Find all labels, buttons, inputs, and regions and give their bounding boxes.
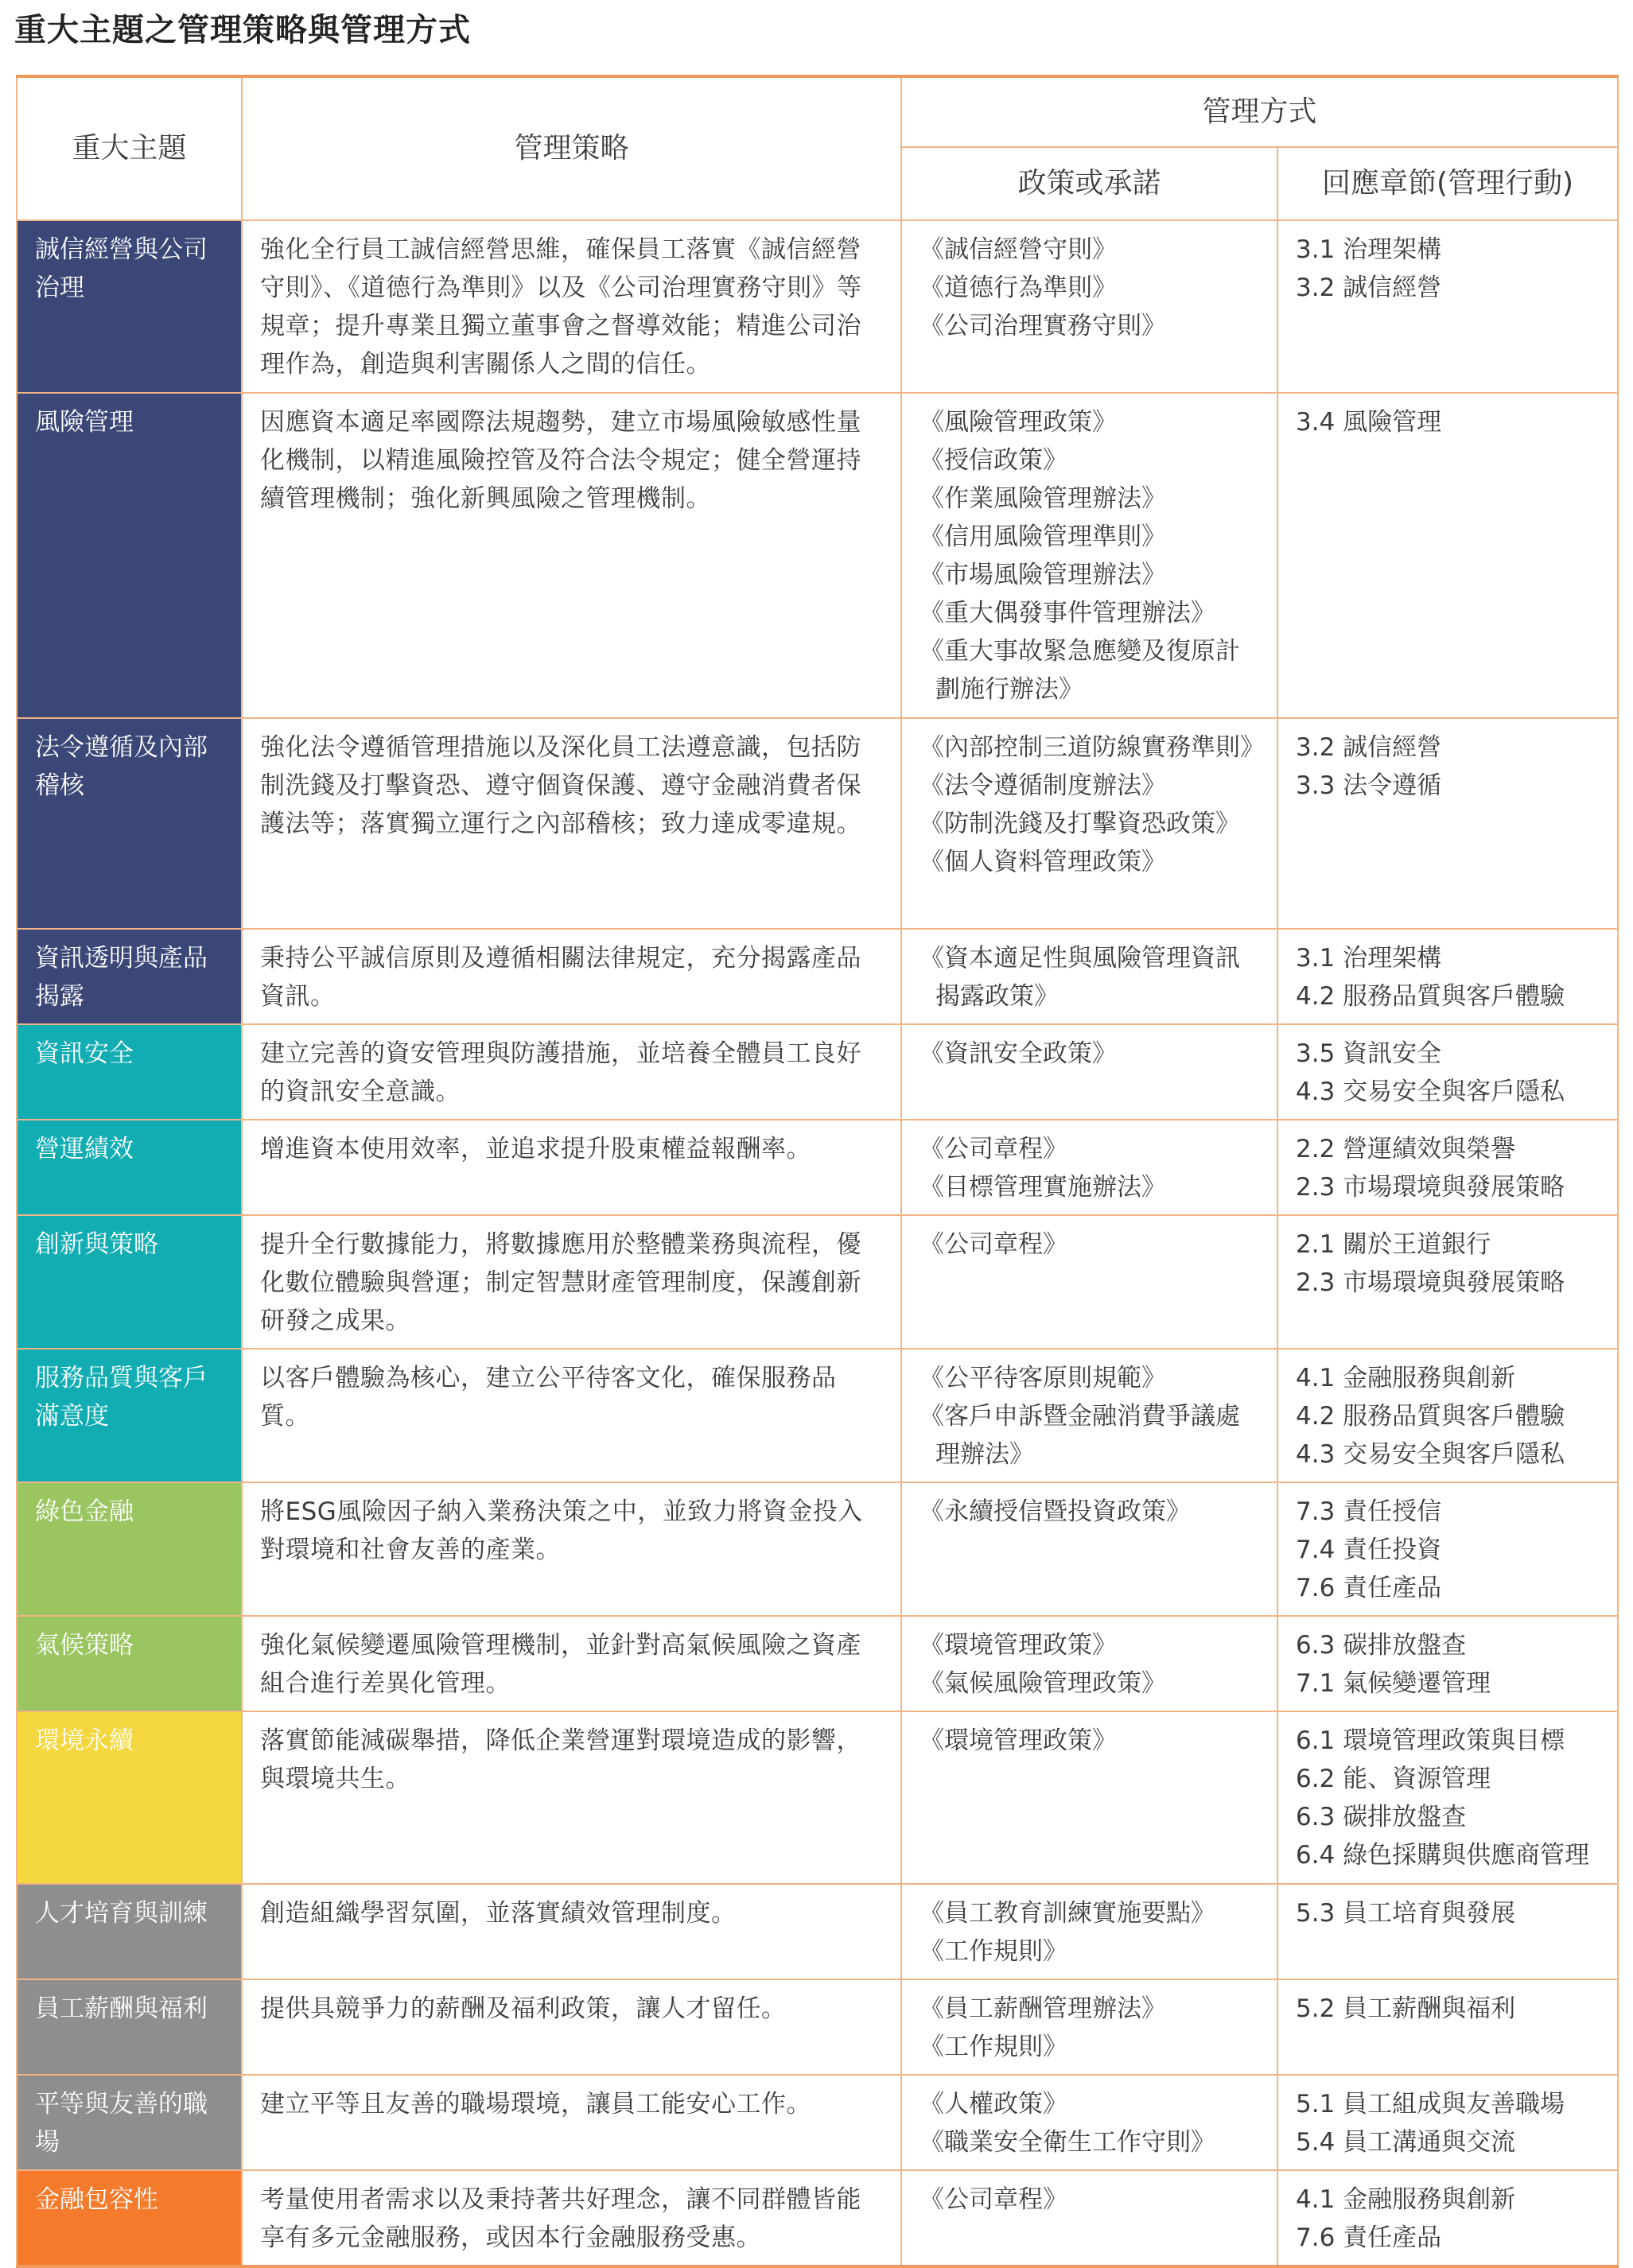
chapter-item: 7.6 責任產品 — [1296, 2223, 1442, 2252]
chapter-item: 7.4 責任投資 — [1296, 1536, 1442, 1564]
policy-cell — [901, 2075, 1277, 2170]
policy-item: 《誠信經營守則》 — [920, 235, 1117, 264]
topic-cell: 氣候策略 — [17, 1616, 242, 1711]
table-row — [17, 1120, 1618, 1215]
policy-item: 《信用風險管理準則》 — [920, 522, 1166, 551]
chapter-item: 4.1 金融服務與創新 — [1296, 1364, 1516, 1392]
chapter-item: 4.2 服務品質與客戶體驗 — [1296, 982, 1565, 1011]
chapter-item: 7.6 責任產品 — [1296, 1574, 1442, 1602]
strategy-cell: 提供具競爭力的薪酬及福利政策，讓人才留任。 — [242, 1979, 901, 2075]
chapter-cell — [1277, 1349, 1618, 1482]
strategy-cell: 創造組織學習氛圍，並落實績效管理制度。 — [242, 1884, 901, 1979]
policy-item: 《資本適足性與風險管理資訊揭露政策》 — [920, 944, 1240, 1011]
chapter-item: 2.1 關於王道銀行 — [1296, 1230, 1491, 1259]
table-row — [17, 1979, 1618, 2075]
strategy-cell: 建立完善的資安管理與防護措施，並培養全體員工良好的資訊安全意識。 — [242, 1024, 901, 1120]
policy-item: 《公司治理實務守則》 — [920, 312, 1166, 340]
topic-cell: 綠色金融 — [17, 1482, 242, 1616]
policy-item: 《公平待客原則規範》 — [920, 1364, 1166, 1392]
chapter-cell — [1277, 718, 1618, 929]
policy-item: 《員工教育訓練實施要點》 — [920, 1899, 1215, 1928]
policy-cell — [901, 1616, 1277, 1711]
strategy-cell: 強化全行員工誠信經營思維，確保員工落實《誠信經營守則》、《道德行為準則》以及《公司治理實務守則》等規章；提升專業且獨立董事會之督導效能；精進公司治理作為，創造與利害關係人之間的信任。 — [242, 220, 901, 393]
policy-cell — [901, 1884, 1277, 1979]
policy-cell — [901, 1215, 1277, 1349]
header-topic: 重大主題 — [17, 76, 242, 220]
policy-item: 《工作規則》 — [920, 1937, 1067, 1966]
table-row — [17, 1349, 1618, 1482]
header-policy: 政策或承諾 — [901, 147, 1277, 220]
policy-cell — [901, 1711, 1277, 1884]
chapter-item: 6.3 碳排放盤查 — [1296, 1803, 1467, 1831]
chapter-cell — [1277, 1120, 1618, 1215]
topic-cell: 資訊安全 — [17, 1024, 242, 1120]
chapter-cell — [1277, 929, 1618, 1024]
chapter-item: 3.2 誠信經營 — [1296, 733, 1442, 762]
page-title: 重大主題之管理策略與管理方式 — [14, 12, 471, 49]
table-row — [17, 220, 1618, 393]
chapter-cell — [1277, 1482, 1618, 1616]
policy-cell — [901, 929, 1277, 1024]
topic-cell: 法令遵循及內部稽核 — [17, 718, 242, 929]
chapter-item: 5.4 員工溝通與交流 — [1296, 2128, 1516, 2157]
policy-item: 《重大事故緊急應變及復原計劃施行辦法》 — [920, 637, 1240, 704]
topic-cell: 金融包容性 — [17, 2170, 242, 2266]
policy-item: 《公司章程》 — [920, 2185, 1067, 2214]
chapter-item: 4.3 交易安全與客戶隱私 — [1296, 1078, 1565, 1106]
chapter-item: 3.3 法令遵循 — [1296, 771, 1442, 800]
chapter-cell — [1277, 1979, 1618, 2075]
chapter-item: 7.3 責任授信 — [1296, 1497, 1442, 1526]
policy-cell — [901, 718, 1277, 929]
table-row — [17, 2075, 1618, 2170]
strategy-cell: 強化法令遵循管理措施以及深化員工法遵意識，包括防制洗錢及打擊資恐、遵守個資保護、遵守金融消費者保護法等；落實獨立運行之內部稽核；致力達成零違規。 — [242, 718, 901, 929]
table-row — [17, 1616, 1618, 1711]
policy-cell — [901, 2170, 1277, 2266]
policy-cell — [901, 1120, 1277, 1215]
policy-item: 《氣候風險管理政策》 — [920, 1669, 1166, 1698]
policy-cell — [901, 1979, 1277, 2075]
table-row — [17, 1024, 1618, 1120]
chapter-cell — [1277, 220, 1618, 393]
strategy-cell: 將ESG風險因子納入業務決策之中，並致力將資金投入對環境和社會友善的產業。 — [242, 1482, 901, 1616]
policy-item: 《市場風險管理辦法》 — [920, 561, 1166, 589]
chapter-item: 3.2 誠信經營 — [1296, 274, 1442, 302]
chapter-item: 4.3 交易安全與客戶隱私 — [1296, 1440, 1565, 1469]
strategy-cell: 強化氣候變遷風險管理機制，並針對高氣候風險之資產組合進行差異化管理。 — [242, 1616, 901, 1711]
chapter-item: 6.4 綠色採購與供應商管理 — [1296, 1841, 1590, 1870]
policy-item: 《人權政策》 — [920, 2090, 1067, 2118]
policy-item: 《法令遵循制度辦法》 — [920, 771, 1166, 800]
topic-cell: 人才培育與訓練 — [17, 1884, 242, 1979]
chapter-item: 5.2 員工薪酬與福利 — [1296, 1994, 1516, 2023]
table-row — [17, 2170, 1618, 2266]
chapter-item: 2.2 營運績效與榮譽 — [1296, 1135, 1516, 1163]
chapter-item: 5.3 員工培育與發展 — [1296, 1899, 1516, 1928]
topic-cell: 平等與友善的職場 — [17, 2075, 242, 2170]
chapter-cell — [1277, 2075, 1618, 2170]
table-row — [17, 718, 1618, 929]
strategy-cell: 秉持公平誠信原則及遵循相關法律規定，充分揭露產品資訊。 — [242, 929, 901, 1024]
policy-item: 《防制洗錢及打擊資恐政策》 — [920, 810, 1240, 838]
strategy-cell: 落實節能減碳舉措，降低企業營運對環境造成的影響，與環境共生。 — [242, 1711, 901, 1884]
table-row — [17, 1884, 1618, 1979]
policy-item: 《職業安全衛生工作守則》 — [920, 2128, 1215, 2157]
policy-cell — [901, 220, 1277, 393]
chapter-item: 2.3 市場環境與發展策略 — [1296, 1173, 1565, 1202]
policy-cell — [901, 393, 1277, 718]
policy-item: 《重大偶發事件管理辦法》 — [920, 599, 1215, 627]
chapter-item: 6.2 能、資源管理 — [1296, 1765, 1491, 1793]
table-row — [17, 929, 1618, 1024]
policy-item: 《客戶申訴暨金融消費爭議處理辦法》 — [920, 1402, 1240, 1469]
strategy-cell: 以客戶體驗為核心，建立公平待客文化，確保服務品質。 — [242, 1349, 901, 1482]
policy-item: 《風險管理政策》 — [920, 408, 1117, 437]
chapter-cell — [1277, 1215, 1618, 1349]
table-row — [17, 1711, 1618, 1884]
policy-item: 《環境管理政策》 — [920, 1726, 1117, 1755]
policy-item: 《永續授信暨投資政策》 — [920, 1497, 1191, 1526]
topic-cell: 創新與策略 — [17, 1215, 242, 1349]
chapter-cell — [1277, 393, 1618, 718]
header-chapter: 回應章節(管理行動) — [1277, 147, 1618, 220]
management-table — [16, 75, 1619, 2268]
policy-item: 《公司章程》 — [920, 1230, 1067, 1259]
policy-item: 《作業風險管理辦法》 — [920, 484, 1166, 513]
table-row — [17, 1482, 1618, 1616]
strategy-cell: 提升全行數據能力，將數據應用於整體業務與流程，優化數位體驗與營運；制定智慧財產管理制度，保護創新研發之成果。 — [242, 1215, 901, 1349]
chapter-item: 3.5 資訊安全 — [1296, 1039, 1442, 1068]
policy-item: 《道德行為準則》 — [920, 274, 1117, 302]
header-strategy: 管理策略 — [242, 76, 901, 220]
topic-cell: 環境永續 — [17, 1711, 242, 1884]
policy-item: 《個人資料管理政策》 — [920, 848, 1166, 876]
policy-item: 《環境管理政策》 — [920, 1631, 1117, 1660]
policy-item: 《員工薪酬管理辦法》 — [920, 1994, 1166, 2023]
topic-cell: 風險管理 — [17, 393, 242, 718]
chapter-item: 5.1 員工組成與友善職場 — [1296, 2090, 1565, 2118]
topic-cell: 誠信經營與公司治理 — [17, 220, 242, 393]
chapter-cell — [1277, 1616, 1618, 1711]
chapter-cell — [1277, 2170, 1618, 2266]
chapter-cell — [1277, 1711, 1618, 1884]
policy-cell — [901, 1349, 1277, 1482]
table-row — [17, 1215, 1618, 1349]
chapter-item: 6.1 環境管理政策與目標 — [1296, 1726, 1565, 1755]
topic-cell: 營運績效 — [17, 1120, 242, 1215]
topic-cell: 資訊透明與產品揭露 — [17, 929, 242, 1024]
policy-item: 《內部控制三道防線實務準則》 — [920, 733, 1265, 762]
strategy-cell: 增進資本使用效率，並追求提升股東權益報酬率。 — [242, 1120, 901, 1215]
policy-item: 《公司章程》 — [920, 1135, 1067, 1163]
chapter-item: 3.1 治理架構 — [1296, 944, 1442, 973]
policy-item: 《工作規則》 — [920, 2033, 1067, 2061]
strategy-cell: 建立平等且友善的職場環境，讓員工能安心工作。 — [242, 2075, 901, 2170]
topic-cell: 員工薪酬與福利 — [17, 1979, 242, 2075]
strategy-cell: 考量使用者需求以及秉持著共好理念，讓不同群體皆能享有多元金融服務，或因本行金融服務受惠。 — [242, 2170, 901, 2266]
policy-item: 《資訊安全政策》 — [920, 1039, 1117, 1068]
chapter-item: 7.1 氣候變遷管理 — [1296, 1669, 1491, 1698]
chapter-item: 2.3 市場環境與發展策略 — [1296, 1268, 1565, 1297]
chapter-item: 4.2 服務品質與客戶體驗 — [1296, 1402, 1565, 1431]
table-row — [17, 393, 1618, 718]
chapter-cell — [1277, 1884, 1618, 1979]
chapter-item: 3.1 治理架構 — [1296, 235, 1442, 264]
policy-item: 《授信政策》 — [920, 446, 1067, 475]
policy-cell — [901, 1482, 1277, 1616]
chapter-item: 4.1 金融服務與創新 — [1296, 2185, 1516, 2214]
chapter-item: 3.4 風險管理 — [1296, 408, 1442, 437]
header-approach: 管理方式 — [901, 76, 1618, 147]
topic-cell: 服務品質與客戶滿意度 — [17, 1349, 242, 1482]
strategy-cell: 因應資本適足率國際法規趨勢，建立市場風險敏感性量化機制，以精進風險控管及符合法令規定；健全營運持續管理機制；強化新興風險之管理機制。 — [242, 393, 901, 718]
chapter-item: 6.3 碳排放盤查 — [1296, 1631, 1467, 1660]
chapter-cell — [1277, 1024, 1618, 1120]
policy-item: 《目標管理實施辦法》 — [920, 1173, 1166, 1202]
policy-cell — [901, 1024, 1277, 1120]
